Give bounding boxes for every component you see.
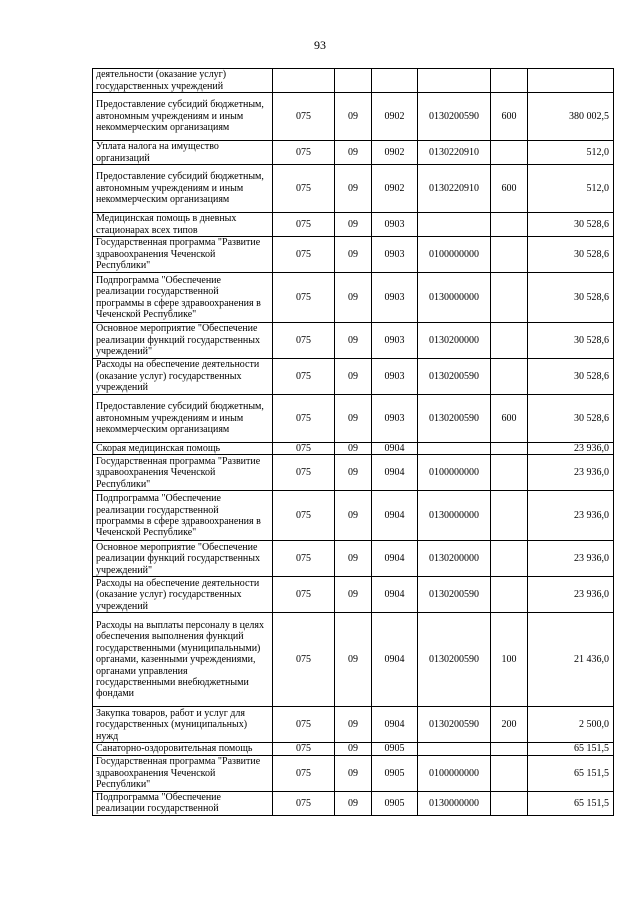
cell-expense-type: 600 (491, 165, 528, 213)
cell-amount: 23 936,0 (528, 577, 614, 613)
cell-section-code: 09 (335, 491, 372, 541)
cell-target-article: 0130200590 (418, 613, 491, 707)
cell-subsection-code: 0903 (372, 273, 418, 323)
cell-target-article (418, 743, 491, 755)
cell-ministry-code: 075 (273, 755, 335, 791)
cell-description: Государственная программа "Развитие здравоохранения Чеченской Республики" (93, 755, 273, 791)
cell-description: Подпрограмма "Обеспечение реализации государственной программы в сфере здравоохранения в Чеченской Республике" (93, 491, 273, 541)
cell-amount: 23 936,0 (528, 443, 614, 455)
cell-target-article: 0130200590 (418, 577, 491, 613)
cell-ministry-code: 075 (273, 577, 335, 613)
cell-expense-type (491, 491, 528, 541)
cell-ministry-code: 075 (273, 443, 335, 455)
cell-ministry-code: 075 (273, 213, 335, 237)
cell-section-code: 09 (335, 273, 372, 323)
cell-description: Расходы на обеспечение деятельности (оказание услуг) государственных учреждений (93, 577, 273, 613)
cell-expense-type (491, 577, 528, 613)
cell-subsection-code: 0904 (372, 577, 418, 613)
table-row (93, 165, 614, 213)
cell-target-article: 0130000000 (418, 491, 491, 541)
cell-expense-type: 600 (491, 395, 528, 443)
cell-section-code: 09 (335, 541, 372, 577)
cell-section-code: 09 (335, 213, 372, 237)
cell-section-code: 09 (335, 359, 372, 395)
budget-table-body (93, 69, 614, 816)
cell-expense-type (491, 791, 528, 815)
cell-subsection-code: 0903 (372, 359, 418, 395)
cell-amount: 23 936,0 (528, 455, 614, 491)
table-row (93, 395, 614, 443)
cell-expense-type (491, 359, 528, 395)
cell-ministry-code: 075 (273, 707, 335, 743)
cell-subsection-code: 0903 (372, 237, 418, 273)
cell-amount: 512,0 (528, 165, 614, 213)
cell-target-article: 0130200590 (418, 93, 491, 141)
cell-ministry-code (273, 69, 335, 93)
cell-amount: 30 528,6 (528, 237, 614, 273)
cell-description: Закупка товаров, работ и услуг для государственных (муниципальных) нужд (93, 707, 273, 743)
cell-amount: 21 436,0 (528, 613, 614, 707)
cell-subsection-code: 0905 (372, 791, 418, 815)
cell-subsection-code: 0905 (372, 743, 418, 755)
cell-expense-type (491, 455, 528, 491)
cell-amount: 65 151,5 (528, 743, 614, 755)
cell-target-article: 0130200590 (418, 359, 491, 395)
table-row (93, 577, 614, 613)
cell-subsection-code: 0904 (372, 455, 418, 491)
cell-ministry-code: 075 (273, 541, 335, 577)
cell-expense-type (491, 541, 528, 577)
cell-subsection-code: 0903 (372, 323, 418, 359)
table-row (93, 541, 614, 577)
cell-ministry-code: 075 (273, 359, 335, 395)
cell-expense-type (491, 443, 528, 455)
cell-description: Медицинская помощь в дневных стационарах всех типов (93, 213, 273, 237)
cell-expense-type: 100 (491, 613, 528, 707)
cell-amount: 30 528,6 (528, 273, 614, 323)
cell-description: Расходы на обеспечение деятельности (оказание услуг) государственных учреждений (93, 359, 273, 395)
cell-target-article: 0130200590 (418, 395, 491, 443)
cell-ministry-code: 075 (273, 491, 335, 541)
cell-expense-type (491, 273, 528, 323)
cell-ministry-code: 075 (273, 791, 335, 815)
cell-amount: 2 500,0 (528, 707, 614, 743)
table-row (93, 359, 614, 395)
cell-amount: 23 936,0 (528, 491, 614, 541)
cell-target-article: 0130200000 (418, 323, 491, 359)
cell-section-code: 09 (335, 707, 372, 743)
cell-amount (528, 69, 614, 93)
cell-amount: 380 002,5 (528, 93, 614, 141)
cell-ministry-code: 075 (273, 323, 335, 359)
cell-ministry-code: 075 (273, 743, 335, 755)
cell-section-code: 09 (335, 613, 372, 707)
cell-ministry-code: 075 (273, 165, 335, 213)
cell-ministry-code: 075 (273, 93, 335, 141)
cell-amount: 30 528,6 (528, 213, 614, 237)
cell-amount: 30 528,6 (528, 323, 614, 359)
table-row (93, 443, 614, 455)
cell-expense-type (491, 323, 528, 359)
cell-ministry-code: 075 (273, 613, 335, 707)
cell-description: Расходы на выплаты персоналу в целях обеспечения выполнения функций государственными (муниципальными) органами, казенными учреждениями, органами управления государственными внебюджетными фондами (93, 613, 273, 707)
cell-description: деятельности (оказание услуг) государственных учреждений (93, 69, 273, 93)
cell-description: Скорая медицинская помощь (93, 443, 273, 455)
table-row (93, 455, 614, 491)
cell-amount: 30 528,6 (528, 395, 614, 443)
cell-subsection-code: 0902 (372, 93, 418, 141)
cell-section-code: 09 (335, 455, 372, 491)
cell-subsection-code: 0904 (372, 491, 418, 541)
cell-ministry-code: 075 (273, 141, 335, 165)
cell-subsection-code: 0904 (372, 443, 418, 455)
cell-section-code: 09 (335, 755, 372, 791)
cell-description: Государственная программа "Развитие здравоохранения Чеченской Республики" (93, 237, 273, 273)
cell-section-code: 09 (335, 791, 372, 815)
cell-target-article (418, 213, 491, 237)
table-row (93, 323, 614, 359)
cell-subsection-code: 0902 (372, 141, 418, 165)
cell-ministry-code: 075 (273, 273, 335, 323)
cell-description: Уплата налога на имущество организаций (93, 141, 273, 165)
cell-amount: 23 936,0 (528, 541, 614, 577)
cell-section-code (335, 69, 372, 93)
cell-expense-type (491, 213, 528, 237)
cell-description: Санаторно-оздоровительная помощь (93, 743, 273, 755)
table-row (93, 743, 614, 755)
cell-target-article: 0130220910 (418, 141, 491, 165)
cell-description: Предоставление субсидий бюджетным, автономным учреждениям и иным некоммерческим организациям (93, 395, 273, 443)
table-row (93, 491, 614, 541)
cell-amount: 65 151,5 (528, 755, 614, 791)
cell-description: Подпрограмма "Обеспечение реализации государственной программы в сфере здравоохранения в Чеченской Республике" (93, 273, 273, 323)
cell-expense-type: 200 (491, 707, 528, 743)
cell-amount: 65 151,5 (528, 791, 614, 815)
table-row (93, 707, 614, 743)
cell-description: Предоставление субсидий бюджетным, автономным учреждениям и иным некоммерческим организациям (93, 93, 273, 141)
cell-section-code: 09 (335, 443, 372, 455)
table-row (93, 613, 614, 707)
table-row (93, 237, 614, 273)
budget-table (92, 68, 614, 816)
cell-target-article: 0130000000 (418, 791, 491, 815)
cell-subsection-code: 0903 (372, 395, 418, 443)
cell-target-article: 0100000000 (418, 237, 491, 273)
cell-target-article: 0130000000 (418, 273, 491, 323)
cell-subsection-code: 0903 (372, 213, 418, 237)
cell-amount: 512,0 (528, 141, 614, 165)
table-row (93, 93, 614, 141)
page-number: 93 (314, 38, 326, 52)
cell-expense-type (491, 141, 528, 165)
cell-description: Основное мероприятие "Обеспечение реализации функций государственных учреждений" (93, 541, 273, 577)
cell-ministry-code: 075 (273, 455, 335, 491)
cell-target-article: 0130200000 (418, 541, 491, 577)
cell-target-article: 0130200590 (418, 707, 491, 743)
cell-section-code: 09 (335, 93, 372, 141)
cell-description: Подпрограмма "Обеспечение реализации государственной (93, 791, 273, 815)
cell-section-code: 09 (335, 237, 372, 273)
table-row (93, 791, 614, 815)
cell-ministry-code: 075 (273, 237, 335, 273)
cell-section-code: 09 (335, 323, 372, 359)
cell-expense-type: 600 (491, 93, 528, 141)
cell-target-article: 0130220910 (418, 165, 491, 213)
cell-subsection-code: 0904 (372, 613, 418, 707)
cell-section-code: 09 (335, 395, 372, 443)
cell-target-article: 0100000000 (418, 455, 491, 491)
table-row (93, 273, 614, 323)
cell-section-code: 09 (335, 577, 372, 613)
cell-subsection-code: 0905 (372, 755, 418, 791)
cell-section-code: 09 (335, 743, 372, 755)
cell-expense-type (491, 743, 528, 755)
table-row (93, 141, 614, 165)
cell-subsection-code (372, 69, 418, 93)
cell-target-article (418, 443, 491, 455)
cell-expense-type (491, 69, 528, 93)
cell-section-code: 09 (335, 141, 372, 165)
cell-ministry-code: 075 (273, 395, 335, 443)
cell-description: Государственная программа "Развитие здравоохранения Чеченской Республики" (93, 455, 273, 491)
cell-subsection-code: 0902 (372, 165, 418, 213)
table-row (93, 69, 614, 93)
table-row (93, 755, 614, 791)
cell-description: Основное мероприятие "Обеспечение реализации функций государственных учреждений" (93, 323, 273, 359)
cell-subsection-code: 0904 (372, 541, 418, 577)
table-row (93, 213, 614, 237)
cell-subsection-code: 0904 (372, 707, 418, 743)
cell-target-article: 0100000000 (418, 755, 491, 791)
cell-description: Предоставление субсидий бюджетным, автономным учреждениям и иным некоммерческим организациям (93, 165, 273, 213)
cell-expense-type (491, 755, 528, 791)
cell-expense-type (491, 237, 528, 273)
cell-target-article (418, 69, 491, 93)
cell-section-code: 09 (335, 165, 372, 213)
cell-amount: 30 528,6 (528, 359, 614, 395)
